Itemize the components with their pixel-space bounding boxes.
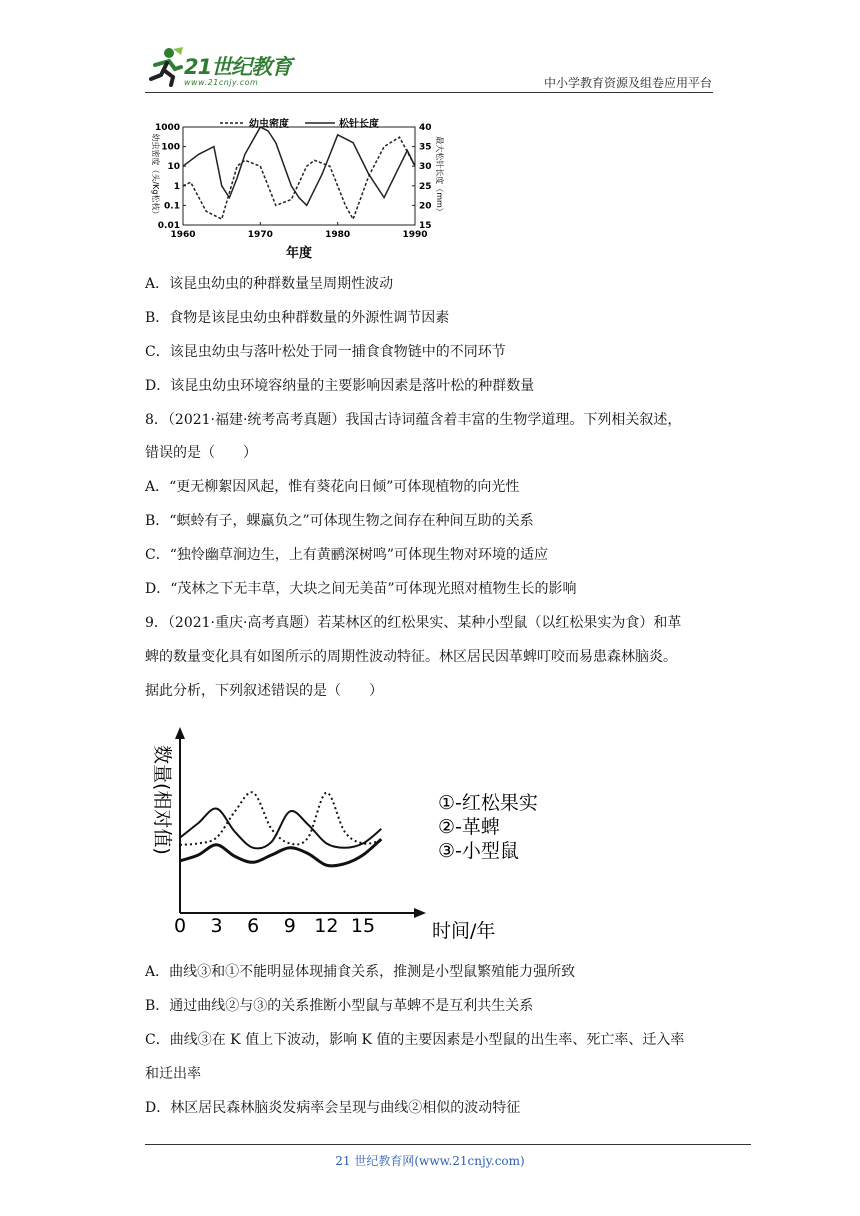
right-tick-label: 35 [419,142,432,153]
left-tick-label: 0.01 [157,221,180,231]
x-tick-label: 1960 [170,230,196,240]
y-axis-arrow [175,727,185,739]
legend-needle: 松针长度 [339,119,379,130]
mouse-curve [180,839,381,866]
logo-url: www.21cnjy.com [184,78,259,87]
q8-stem-line1: 8．（2021·福建·统考高考真题）我国古诗词蕴含着丰富的生物学道理。下列相关叙述， [145,412,682,428]
q9-option-c-cont: 和迁出率 [145,1066,201,1082]
plot-frame [183,127,415,225]
q9-stem-line3: 据此分析，下列叙述错误的是（ ） [145,683,383,699]
q9-stem-line1: 9．（2021·重庆·高考真题）若某林区的红松果实、某种小型鼠（以红松果实为食）和革 [145,615,682,631]
chart2-series [180,792,381,866]
tick-curve [180,792,381,845]
right-tick-label: 20 [419,201,432,212]
x-axis-arrow [414,908,426,918]
header-divider [145,92,713,93]
logo-text: 21世纪教育 [184,55,292,79]
q8-option-c: C．“独怜幽草涧边生，上有黄鹂深树鸣”可体现生物对环境的适应 [145,547,549,563]
x-tick-label: 3 [210,915,223,937]
q8-stem-line2: 错误的是（ ） [145,445,257,461]
x-tick-label: 6 [247,915,260,937]
legend-mouse: ③-小型鼠 [438,840,519,862]
right-tick-label: 15 [419,221,432,231]
q7-option-c: C．该昆虫幼虫与落叶松处于同一捕食食物链中的不同环节 [145,344,506,360]
y-axis-title: 数量(相对值) [151,745,173,855]
x-tick-label: 1990 [402,230,428,240]
right-tick-label: 40 [419,123,432,133]
x-tick-label: 1980 [325,230,351,240]
x-tick-label: 12 [314,915,339,937]
left-tick-label: 10 [167,162,180,173]
x-tick-label: 9 [283,915,296,937]
q7-option-d: D．该昆虫幼虫环境容纳量的主要影响因素是落叶松的种群数量 [145,378,535,394]
q7-option-a: A．该昆虫幼虫的种群数量呈周期性波动 [145,276,394,292]
left-tick-label: 100 [161,142,180,153]
x-tick-label: 15 [350,915,376,937]
footer-divider [145,1144,751,1145]
larva-density-line [183,137,415,219]
q8-option-d: D．“茂林之下无丰草，大块之间无美苗”可体现光照对植物生长的影响 [145,581,577,597]
q8-option-b: B．“螟蛉有子，蜾蠃负之”可体现生物之间存在种间互助的关系 [145,513,534,529]
q9-option-c: C．曲线③在 K 值上下波动，影响 K 值的主要因素是小型鼠的出生率、死亡率、迁入率 [145,1032,685,1048]
running-man-icon [145,45,185,87]
left-tick-label: 0.1 [164,201,180,212]
legend-tick: ②-革蜱 [438,816,500,838]
left-tick-label: 1000 [154,123,180,133]
q9-option-a: A．曲线③和①不能明显体现捕食关系，推测是小型鼠繁殖能力强所致 [145,964,576,980]
x-axis-ticks [174,915,375,937]
left-axis-title: 幼虫密度（头/Kg松枝） [151,133,160,219]
x-tick-label: 1970 [247,230,273,240]
legend-red-pine: ①-红松果实 [438,792,538,814]
x-axis-title: 时间/年 [432,920,496,942]
chart1-series [183,127,415,219]
q7-option-b: B．食物是该昆虫幼虫种群数量的外源性调节因素 [145,310,450,326]
header-platform-text: 中小学教育资源及组卷应用平台 [543,76,712,90]
x-axis-title: 年度 [285,246,313,261]
needle-length-line [183,127,415,205]
right-tick-label: 25 [419,181,432,192]
x-tick-label: 0 [173,915,187,937]
right-axis-title: 最大松针长度（mm） [435,136,444,216]
q8-option-a: A．“更无柳絮因风起，惟有葵花向日倾”可体现植物的向光性 [145,479,520,495]
q9-option-d: D．林区居民森林脑炎发病率会呈现与曲线②相似的波动特征 [145,1100,521,1116]
q9-option-b: B．通过曲线②与③的关系推断小型鼠与革蜱不是互利共生关系 [145,998,534,1014]
red-pine-curve [180,808,381,848]
footer-text: 21 世纪教育网(www.21cnjy.com) [335,1154,525,1168]
left-tick-label: 1 [173,181,180,192]
q9-stem-line2: 蜱的数量变化具有如图所示的周期性波动特征。林区居民因革蜱叮咬而易患森林脑炎。 [145,649,677,665]
right-tick-label: 30 [419,162,432,173]
larva-density-chart [145,112,445,262]
population-cycle-chart [150,725,550,950]
legend-larva: 幼虫密度 [249,119,289,130]
